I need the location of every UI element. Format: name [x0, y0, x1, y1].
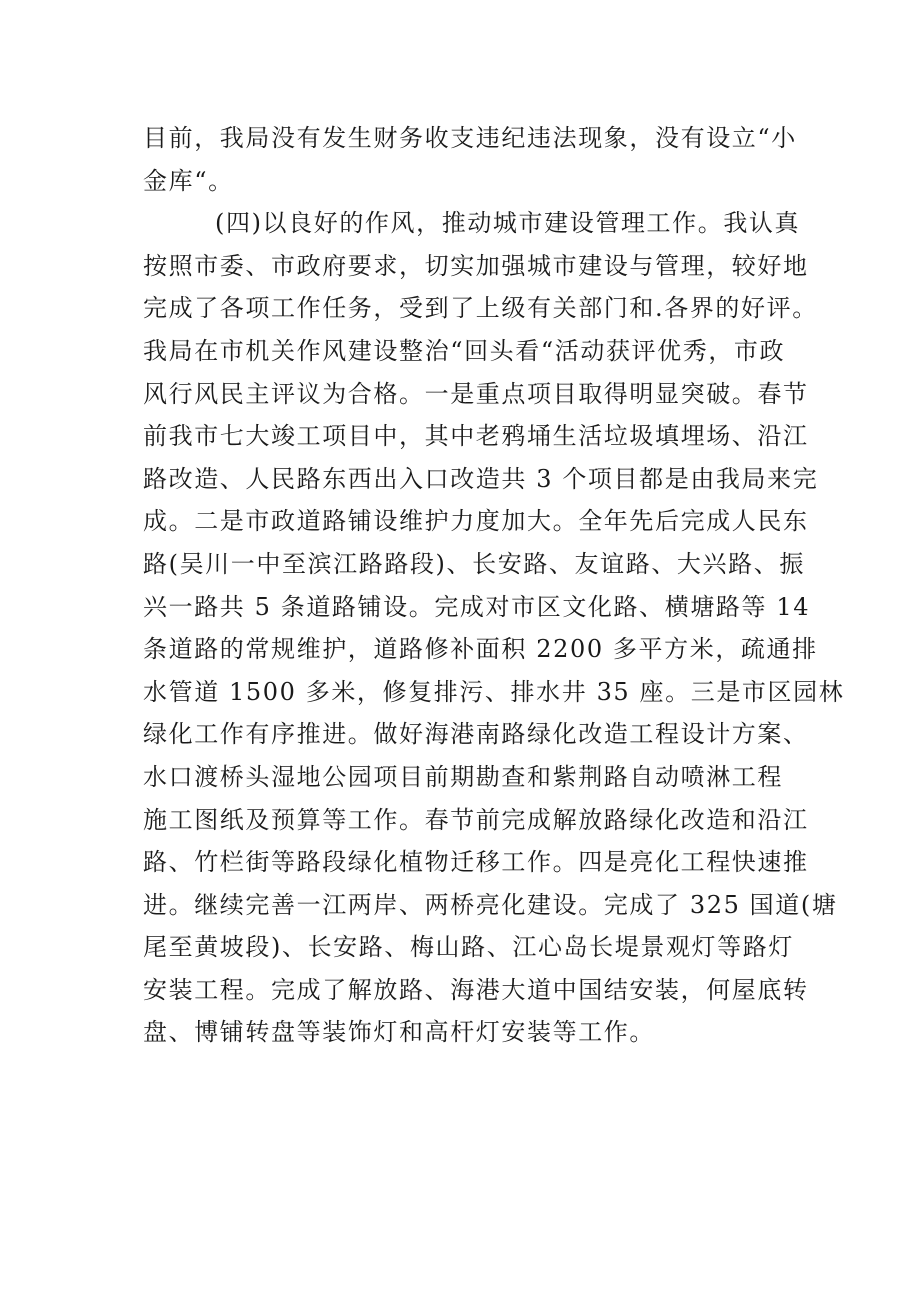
text-line-11: 路(吴川一中至滨江路路段)、长安路、友谊路、大兴路、振: [143, 549, 805, 578]
text-line-13: 条道路的常规维护，道路修补面积 2200 多平方米，疏通排: [143, 635, 818, 664]
text-line-15: 绿化工作有序推进。做好海港南路绿化改造工程设计方案、: [143, 720, 809, 749]
text-line-6: 我局在市机关作风建设整治“回头看“活动获评优秀，市政: [143, 336, 786, 365]
text-line-8: 前我市七大竣工项目中，其中老鸦埇生活垃圾填埋场、沿江: [143, 422, 809, 451]
text-line-22: 盘、博铺转盘等装饰灯和高杆灯安装等工作。: [143, 1018, 655, 1047]
text-line-14: 水管道 1500 多米，修复排污、排水井 35 座。三是市区园林: [143, 677, 845, 706]
text-line-16: 水口渡桥头湿地公园项目前期勘查和紫荆路自动喷淋工程: [143, 762, 783, 791]
text-line-20: 尾至黄坡段)、长安路、梅山路、江心岛长堤景观灯等路灯: [143, 933, 794, 962]
text-line-10: 成。二是市政道路铺设维护力度加大。全年先后完成人民东: [143, 507, 809, 536]
text-line-9: 路改造、人民路东西出入口改造共 3 个项目都是由我局来完: [143, 464, 819, 493]
text-line-7: 风行风民主评议为合格。一是重点项目取得明显突破。春节: [143, 379, 809, 408]
text-line-17: 施工图纸及预算等工作。春节前完成解放路绿化改造和沿江: [143, 805, 809, 834]
text-line-19: 进。继续完善一江两岸、两桥亮化建设。完成了 325 国道(塘: [143, 890, 838, 919]
document-body: [143, 117, 845, 1054]
text-line-18: 路、竹栏街等路段绿化植物迁移工作。四是亮化工程快速推: [143, 848, 809, 877]
text-line-4: 按照市委、市政府要求，切实加强城市建设与管理，较好地: [143, 251, 809, 280]
text-line-21: 安装工程。完成了解放路、海港大道中国结安装，何屋底转: [143, 975, 809, 1004]
text-line-5: 完成了各项工作任务，受到了上级有关部门和.各界的好评。: [143, 294, 818, 323]
text-line-1: 目前，我局没有发生财务收支违纪违法现象，没有设立“小: [143, 124, 797, 152]
text-line-3: (四)以良好的作风，推动城市建设管理工作。我认真: [215, 209, 801, 238]
text-line-2: 金库“。: [143, 166, 234, 195]
text-line-12: 兴一路共 5 条道路铺设。完成对市区文化路、横塘路等 14: [143, 592, 811, 621]
